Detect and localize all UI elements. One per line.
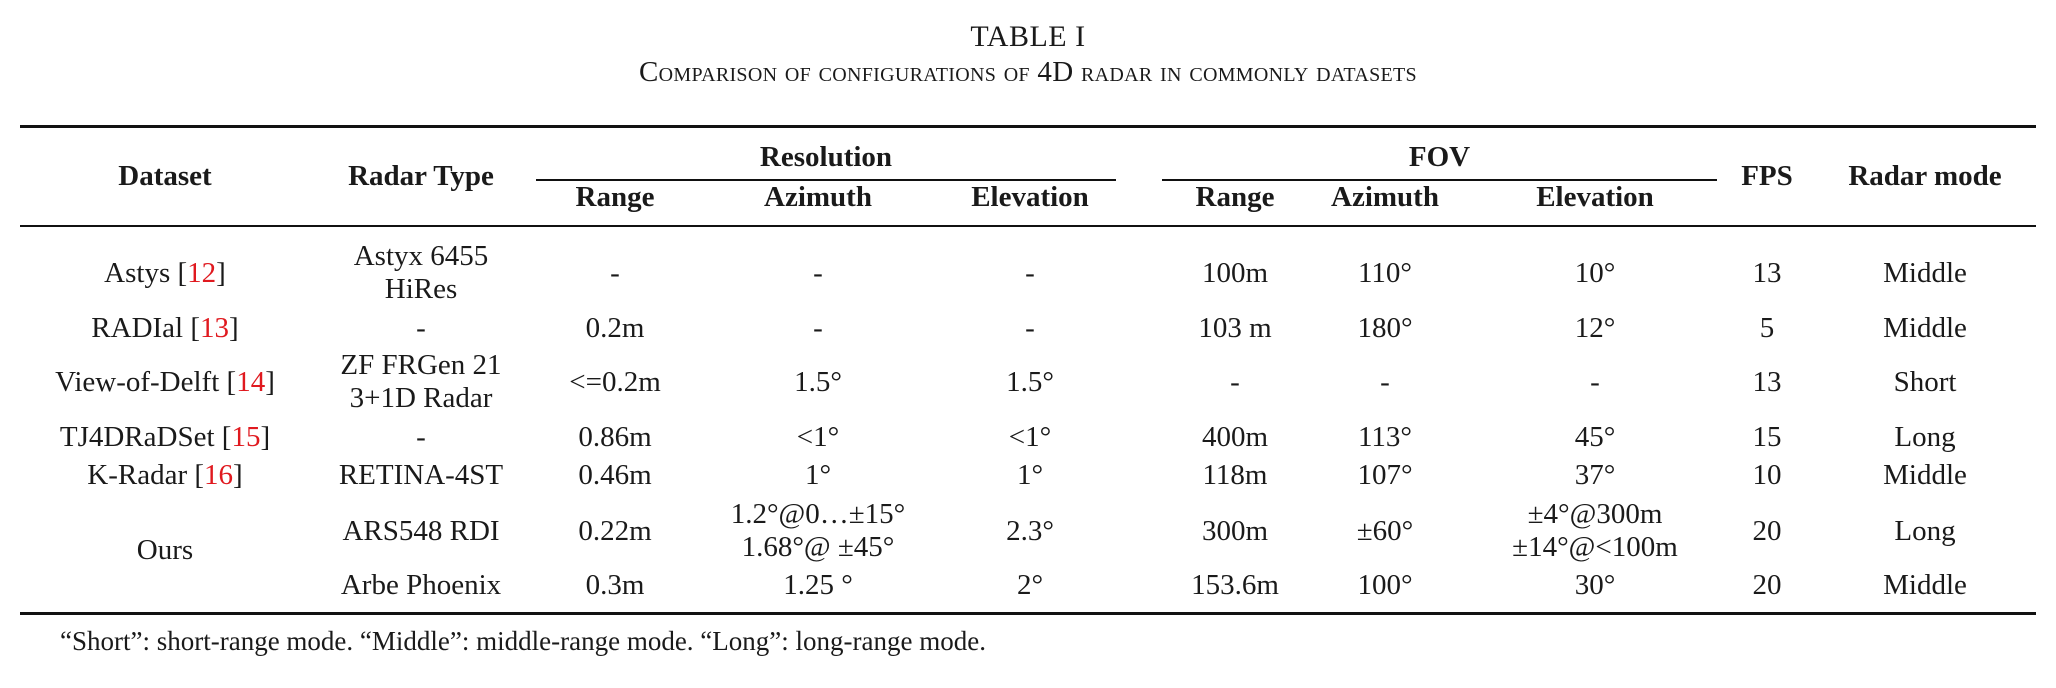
radar-mode-cell-line: Short bbox=[1893, 365, 1957, 398]
citation-link[interactable]: 15 bbox=[231, 420, 261, 453]
radar-mode-cell bbox=[1805, 257, 2045, 290]
radar-type-cell-line: - bbox=[416, 420, 426, 453]
dataset-name: View-of-Delft bbox=[55, 365, 220, 398]
radar-mode-cell-line: Long bbox=[1894, 420, 1956, 453]
radar-mode-cell bbox=[1805, 515, 2045, 548]
res-elevation-cell-line: - bbox=[1025, 311, 1035, 344]
radar-type-cell-line: - bbox=[416, 311, 426, 344]
fps-cell bbox=[1727, 366, 1807, 399]
header-dataset: Dataset bbox=[118, 160, 212, 192]
radar-type-cell-line: Astyx 6455 bbox=[353, 240, 489, 272]
fov-elevation-cell-line: 30° bbox=[1574, 568, 1616, 601]
fov-elevation-cell bbox=[1475, 459, 1715, 492]
fps-cell bbox=[1727, 257, 1807, 290]
dataset-cell: RADIal [13] bbox=[91, 311, 239, 344]
res-range-cell bbox=[540, 312, 690, 345]
res-range-cell bbox=[540, 515, 690, 548]
header-radar-mode: Radar mode bbox=[1848, 160, 2002, 192]
fov-elevation-cell-line: 37° bbox=[1574, 458, 1616, 491]
res-elevation-cell-line: 2.3° bbox=[1006, 514, 1054, 547]
fov-elevation-cell bbox=[1475, 312, 1715, 345]
fov-range-cell-line: 103 m bbox=[1198, 311, 1272, 344]
fov-azimuth-cell-line: 180° bbox=[1357, 311, 1413, 344]
fps-cell-line: 15 bbox=[1752, 420, 1782, 453]
res-azimuth-cell bbox=[698, 498, 938, 564]
fov-range-cell bbox=[1160, 569, 1310, 602]
radar-mode-cell bbox=[1805, 421, 2045, 454]
res-elevation-cell-line: 2° bbox=[1016, 568, 1044, 601]
fov-azimuth-cell-line: 110° bbox=[1357, 256, 1413, 289]
radar-type-cell-line: ARS548 RDI bbox=[342, 514, 500, 547]
res-azimuth-cell bbox=[698, 459, 938, 492]
radar-mode-cell-line: Long bbox=[1894, 514, 1956, 547]
radar-type-cell-line: RETINA-4ST bbox=[338, 458, 504, 491]
fov-elevation-cell-line: 12° bbox=[1574, 311, 1616, 344]
res-azimuth-cell-line: 1.25 ° bbox=[783, 568, 853, 601]
res-range-cell bbox=[540, 257, 690, 290]
res-elevation-cell bbox=[940, 569, 1120, 602]
radar-type-cell bbox=[321, 515, 521, 548]
radar-type-cell-line: ZF FRGen 21 bbox=[340, 349, 502, 381]
header-fov: FOV bbox=[1408, 141, 1471, 173]
radar-type-cell bbox=[321, 569, 521, 602]
fov-elevation-cell bbox=[1475, 421, 1715, 454]
dataset-cell: K-Radar [16] bbox=[87, 458, 243, 491]
fov-range-cell bbox=[1160, 366, 1310, 399]
header-resolution: Resolution bbox=[759, 141, 893, 173]
res-range-cell-line: - bbox=[610, 256, 620, 289]
fov-azimuth-cell bbox=[1310, 366, 1460, 399]
fov-range-cell bbox=[1160, 515, 1310, 548]
res-range-cell bbox=[540, 569, 690, 602]
citation-link[interactable]: 12 bbox=[187, 256, 217, 289]
radar-type-cell bbox=[321, 240, 521, 306]
res-elevation-cell-line: 1.5° bbox=[1006, 365, 1054, 398]
fov-range-cell-line: 100m bbox=[1201, 256, 1269, 289]
res-azimuth-cell-line: 1° bbox=[804, 458, 832, 491]
res-azimuth-cell-line: 1.2°@0…±15° bbox=[730, 498, 906, 530]
bottom-rule bbox=[20, 612, 2036, 615]
res-azimuth-cell bbox=[698, 366, 938, 399]
radar-type-cell bbox=[321, 421, 521, 454]
table-footnote: “Short”: short-range mode. “Middle”: middle-range mode. “Long”: long-range mode. bbox=[60, 626, 986, 656]
res-elevation-cell bbox=[940, 312, 1120, 345]
radar-mode-cell-line: Middle bbox=[1883, 256, 1967, 289]
res-range-cell bbox=[540, 459, 690, 492]
header-res-azimuth: Azimuth bbox=[764, 181, 872, 213]
header-radar-type: Radar Type bbox=[348, 160, 494, 192]
res-range-cell-line: 0.3m bbox=[585, 568, 645, 601]
res-range-cell-line: 0.22m bbox=[578, 514, 652, 547]
fov-azimuth-cell bbox=[1310, 515, 1460, 548]
radar-mode-cell bbox=[1805, 459, 2045, 492]
header-res-elevation: Elevation bbox=[971, 181, 1089, 213]
fov-range-cell-line: 118m bbox=[1202, 458, 1268, 491]
res-azimuth-cell-line: 1.68°@ ±45° bbox=[741, 531, 895, 563]
top-rule bbox=[20, 125, 2036, 128]
radar-mode-cell-line: Middle bbox=[1883, 568, 1967, 601]
res-range-cell-line: 0.46m bbox=[578, 458, 652, 491]
fov-range-cell-line: - bbox=[1230, 365, 1240, 398]
res-elevation-cell-line: 1° bbox=[1016, 458, 1044, 491]
radar-type-cell bbox=[321, 312, 521, 345]
citation-link[interactable]: 13 bbox=[200, 311, 230, 344]
fps-cell bbox=[1727, 459, 1807, 492]
header-fps: FPS bbox=[1741, 160, 1793, 192]
res-range-cell-line: <=0.2m bbox=[569, 365, 661, 398]
fps-cell-line: 5 bbox=[1759, 311, 1775, 344]
dataset-ours: Ours bbox=[136, 533, 194, 566]
res-elevation-cell bbox=[940, 366, 1120, 399]
table-title: TABLE I bbox=[970, 20, 1086, 53]
fov-elevation-cell bbox=[1475, 257, 1715, 290]
fov-elevation-cell-line: 10° bbox=[1574, 256, 1616, 289]
fov-range-cell-line: 153.6m bbox=[1191, 568, 1279, 601]
fov-range-cell-line: 300m bbox=[1201, 514, 1269, 547]
radar-mode-cell bbox=[1805, 569, 2045, 602]
fov-azimuth-cell bbox=[1310, 421, 1460, 454]
fov-azimuth-cell-line: - bbox=[1380, 365, 1390, 398]
fov-azimuth-cell bbox=[1310, 459, 1460, 492]
dataset-cell: TJ4DRaDSet [15] bbox=[59, 420, 271, 453]
dataset-name: Astys bbox=[104, 256, 171, 289]
radar-mode-cell-line: Middle bbox=[1883, 458, 1967, 491]
fov-range-cell bbox=[1160, 257, 1310, 290]
dataset-cell: View-of-Delft [14] bbox=[55, 365, 275, 398]
res-elevation-cell bbox=[940, 257, 1120, 290]
dataset-name: K-Radar bbox=[87, 458, 188, 491]
fov-azimuth-cell-line: 113° bbox=[1357, 420, 1413, 453]
radar-type-cell-line: HiRes bbox=[384, 273, 458, 305]
header-fov-elevation: Elevation bbox=[1536, 181, 1654, 213]
res-range-cell-line: 0.2m bbox=[585, 311, 645, 344]
radar-mode-cell-line: Middle bbox=[1883, 311, 1967, 344]
fps-cell bbox=[1727, 312, 1807, 345]
fps-cell-line: 20 bbox=[1752, 514, 1782, 547]
table-subtitle: Comparison of configurations of 4D radar in commonly datasets bbox=[639, 56, 1417, 88]
fov-range-cell bbox=[1160, 459, 1310, 492]
res-azimuth-cell bbox=[698, 312, 938, 345]
fps-cell bbox=[1727, 515, 1807, 548]
fps-cell-line: 20 bbox=[1752, 568, 1782, 601]
fov-range-cell bbox=[1160, 312, 1310, 345]
fov-range-cell bbox=[1160, 421, 1310, 454]
header-res-range: Range bbox=[575, 181, 655, 213]
res-azimuth-cell-line: <1° bbox=[796, 420, 840, 453]
fov-azimuth-cell bbox=[1310, 257, 1460, 290]
fov-elevation-cell bbox=[1475, 366, 1715, 399]
dataset-name: TJ4DRaDSet bbox=[59, 420, 215, 453]
res-elevation-cell-line: <1° bbox=[1008, 420, 1052, 453]
res-elevation-cell-line: - bbox=[1025, 256, 1035, 289]
res-azimuth-cell-line: - bbox=[813, 311, 823, 344]
res-range-cell bbox=[540, 421, 690, 454]
res-azimuth-cell bbox=[698, 421, 938, 454]
citation-link[interactable]: 14 bbox=[236, 365, 266, 398]
radar-mode-cell bbox=[1805, 312, 2045, 345]
res-elevation-cell bbox=[940, 421, 1120, 454]
fov-elevation-cell bbox=[1475, 498, 1715, 564]
fov-azimuth-cell-line: ±60° bbox=[1356, 514, 1414, 547]
fps-cell-line: 13 bbox=[1752, 256, 1782, 289]
header-fov-range: Range bbox=[1195, 181, 1275, 213]
header-rule bbox=[20, 225, 2036, 227]
fov-elevation-cell-line: - bbox=[1590, 365, 1600, 398]
citation-link[interactable]: 16 bbox=[204, 458, 234, 491]
radar-type-cell-line: Arbe Phoenix bbox=[340, 568, 502, 601]
fov-elevation-cell-line: ±14°@<100m bbox=[1512, 531, 1678, 563]
res-azimuth-cell-line: - bbox=[813, 256, 823, 289]
res-elevation-cell bbox=[940, 459, 1120, 492]
fov-azimuth-cell-line: 100° bbox=[1357, 568, 1413, 601]
fov-azimuth-cell bbox=[1310, 569, 1460, 602]
header-fov-azimuth: Azimuth bbox=[1331, 181, 1439, 213]
fov-elevation-cell bbox=[1475, 569, 1715, 602]
radar-mode-cell bbox=[1805, 366, 2045, 399]
fov-range-cell-line: 400m bbox=[1201, 420, 1269, 453]
res-range-cell bbox=[540, 366, 690, 399]
fov-elevation-cell-line: ±4°@300m bbox=[1527, 498, 1663, 530]
fps-cell-line: 13 bbox=[1752, 365, 1782, 398]
res-range-cell-line: 0.86m bbox=[578, 420, 652, 453]
radar-type-cell bbox=[321, 459, 521, 492]
fps-cell bbox=[1727, 569, 1807, 602]
fps-cell-line: 10 bbox=[1752, 458, 1782, 491]
res-elevation-cell bbox=[940, 515, 1120, 548]
fov-azimuth-cell-line: 107° bbox=[1357, 458, 1413, 491]
radar-type-cell-line: 3+1D Radar bbox=[349, 382, 493, 414]
dataset-cell: Astys [12] bbox=[104, 256, 226, 289]
dataset-name: RADIal bbox=[91, 311, 184, 344]
radar-type-cell bbox=[321, 349, 521, 415]
fov-azimuth-cell bbox=[1310, 312, 1460, 345]
fps-cell bbox=[1727, 421, 1807, 454]
res-azimuth-cell bbox=[698, 569, 938, 602]
res-azimuth-cell-line: 1.5° bbox=[794, 365, 842, 398]
fov-elevation-cell-line: 45° bbox=[1574, 420, 1616, 453]
res-azimuth-cell bbox=[698, 257, 938, 290]
